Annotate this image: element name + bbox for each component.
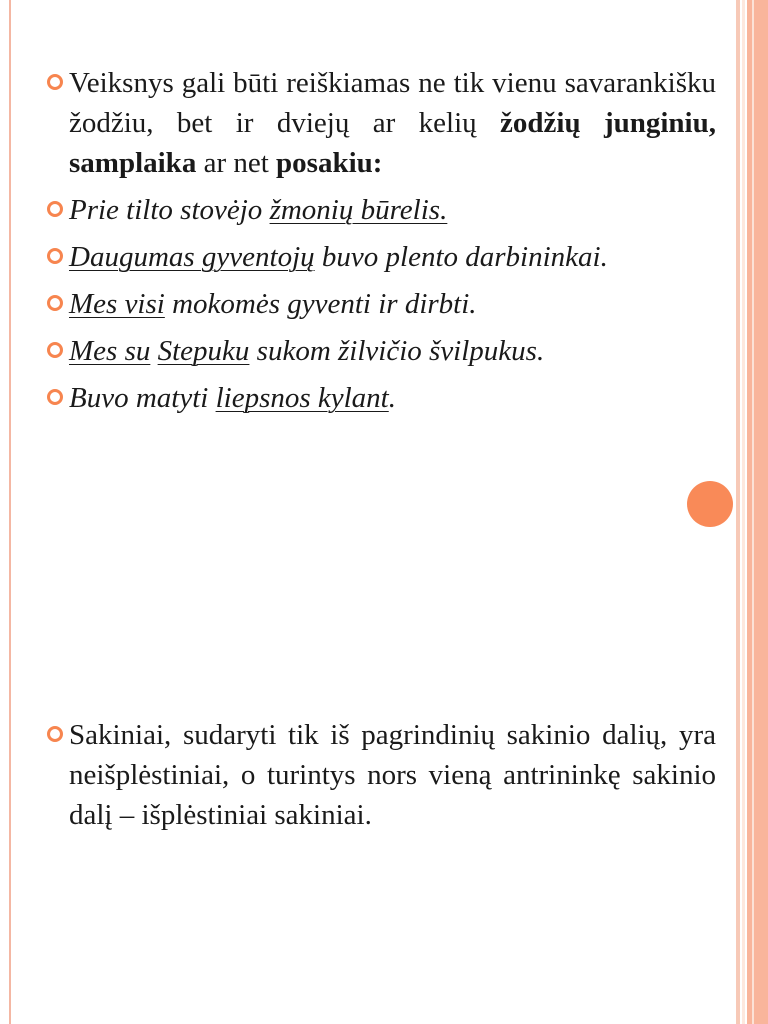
example-subject: Stepuku <box>157 335 250 367</box>
bullet-marker-icon <box>47 295 63 311</box>
summary-text: Sakiniai, sudaryti tik iš pagrindinių sakinio dalių, yra neišplėstiniai, o turintys nors vieną antrininkę sakinio dalį – išplėstiniai sakiniai. <box>69 719 716 831</box>
bullet-marker-icon <box>47 248 63 264</box>
example-subject: žmonių būrelis. <box>269 194 448 226</box>
bullet-marker-icon <box>47 342 63 358</box>
right-stripe <box>747 0 768 1024</box>
example-bullet <box>44 190 716 230</box>
left-border-line <box>9 0 11 1024</box>
example-bullet <box>44 284 716 324</box>
intro-bold-term: posakiu: <box>276 147 383 179</box>
bullet-marker-icon <box>47 74 63 90</box>
bullet-marker-icon <box>47 726 63 742</box>
example-bullet <box>44 378 716 418</box>
intro-bold-term: žodžių junginiu, samplaika <box>69 107 716 179</box>
decorative-circle-icon <box>687 481 733 527</box>
summary-bullet <box>44 715 716 835</box>
example-bullet <box>44 237 716 277</box>
example-subject: Mes visi <box>69 288 165 320</box>
example-bullet <box>44 331 716 371</box>
bullet-marker-icon <box>47 389 63 405</box>
intro-bullet <box>44 63 716 183</box>
summary-block <box>44 715 716 842</box>
example-text: Prie tilto stovėjo <box>69 194 270 226</box>
right-stripe <box>742 0 745 1024</box>
intro-text: Veiksnys gali būti reiškiamas ne tik vienu savarankišku žodžiu, bet ir dviejų ar kelių <box>69 67 716 139</box>
example-subject: Daugumas gyventojų <box>69 241 315 273</box>
slide-content <box>44 63 716 425</box>
example-text: Buvo matyti <box>69 382 216 414</box>
example-text: mokomės gyventi ir dirbti. <box>164 288 477 320</box>
right-stripe <box>736 0 740 1024</box>
right-stripe <box>752 0 754 1024</box>
bullet-marker-icon <box>47 201 63 217</box>
example-text: sukom žilvičio švilpukus. <box>249 335 545 367</box>
example-text <box>150 335 157 367</box>
intro-text: ar net <box>196 147 277 179</box>
example-subject: Mes su <box>69 335 151 367</box>
example-subject: liepsnos kylant <box>215 382 389 414</box>
example-text: . <box>388 382 396 414</box>
example-text: buvo plento darbininkai. <box>314 241 608 273</box>
